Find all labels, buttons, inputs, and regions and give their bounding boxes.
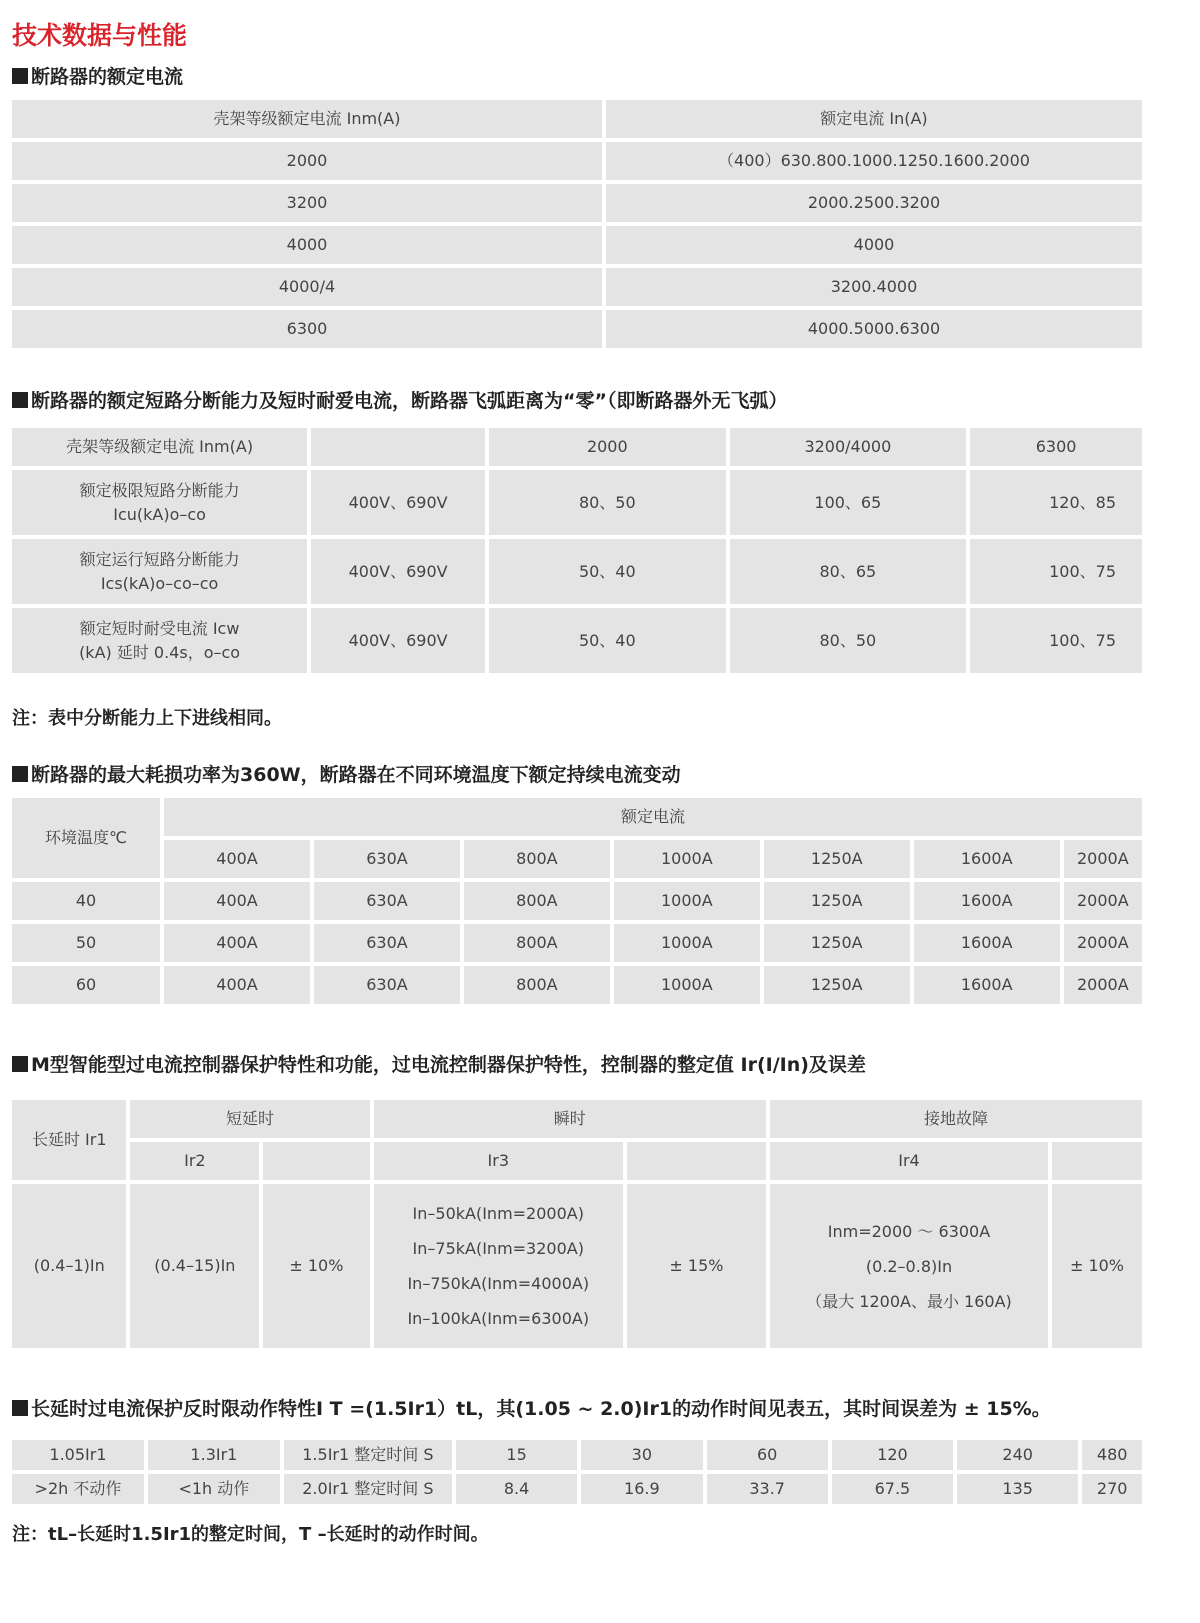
table-cell: 1.3Ir1 [148,1440,280,1470]
table-cell: 100、75 [970,608,1142,673]
table-cell: 1250A [764,924,910,962]
header-blank [1052,1142,1142,1180]
table-row [12,184,1142,222]
table-cell: 630A [314,924,460,962]
table-cell: 8.4 [456,1474,577,1504]
table-cell: 60 [707,1440,828,1470]
table-cell: 240 [957,1440,1078,1470]
header-long-delay: 长延时 Ir1 [12,1100,126,1180]
table-cell: 400V、690V [311,470,485,535]
header-ground-fault: 接地故障 [770,1100,1142,1138]
table-row [12,1440,1142,1470]
table-cell: 400A [164,924,310,962]
header-rated-current: 额定电流 In(A) [606,100,1142,138]
row-label: 额定短时耐受电流 Icw (kA) 延时 0.4s，o–co [12,608,307,673]
table-cell: 1250A [764,882,910,920]
table-row [12,539,1142,604]
table-cell: 135 [957,1474,1078,1504]
table-cell: 1600A [914,882,1060,920]
header-current: 2000A [1064,840,1142,878]
table-cell: 16.9 [581,1474,702,1504]
table-row [12,966,1142,1004]
table-cell: 400A [164,966,310,1004]
long-delay-value: (0.4–1)In [12,1184,126,1348]
table-cell: >2h 不动作 [12,1474,144,1504]
table-cell: 2000A [1064,882,1142,920]
header-short-delay: 短延时 [130,1100,369,1138]
table-cell: 1250A [764,966,910,1004]
table-cell: 80、50 [730,608,967,673]
table-cell: 3200 [12,184,602,222]
table-cell: （400）630.800.1000.1250.1600.2000 [606,142,1142,180]
header-rated-current-group: 额定电流 [164,798,1142,836]
header-current: 1600A [914,840,1060,878]
section-temperature-heading: 断路器的最大耗损功率为360W，断路器在不同环境温度下额定持续电流变动 [12,760,681,787]
temp-cell: 40 [12,882,160,920]
table-cell: 1000A [614,966,760,1004]
table-header-row [12,1142,1142,1180]
table-cell: 120、85 [970,470,1142,535]
rated-current-table [8,96,1146,352]
table-row [12,310,1142,348]
breaking-capacity-table [8,424,1146,677]
table-cell: 1.05Ir1 [12,1440,144,1470]
table-cell: 1.5Ir1 整定时间 S [284,1440,452,1470]
table-row [12,226,1142,264]
table-row [12,142,1142,180]
table-cell: 120 [832,1440,953,1470]
temp-cell: 60 [12,966,160,1004]
table-cell: 4000 [12,226,602,264]
table-cell: 4000 [606,226,1142,264]
header-blank [311,428,485,466]
header-current: 1000A [614,840,760,878]
breaking-capacity-note: 注：表中分断能力上下进线相同。 [12,708,282,729]
temperature-current-table [8,794,1146,1008]
table-cell: 400V、690V [311,539,485,604]
header-3200-4000: 3200/4000 [730,428,967,466]
table-cell: 1600A [914,966,1060,1004]
table-cell: 80、50 [489,470,726,535]
square-bullet-icon [12,766,28,782]
table-cell: 800A [464,882,610,920]
table-cell: 50、40 [489,539,726,604]
table-cell: 2000A [1064,924,1142,962]
table-cell: 2000A [1064,966,1142,1004]
square-bullet-icon [12,1056,28,1072]
table-header-row [12,840,1142,878]
header-ambient-temp: 环境温度℃ [12,798,160,878]
header-ir3: Ir3 [374,1142,623,1180]
table-cell: 2000 [12,142,602,180]
table-cell: 630A [314,966,460,1004]
page-title: 技术数据与性能 [12,21,188,50]
header-ir2: Ir2 [130,1142,259,1180]
table-row [12,608,1142,673]
table-cell: 400V、690V [311,608,485,673]
table-header-row [12,428,1142,466]
table-header-row [12,798,1142,836]
table-cell: 270 [1082,1474,1142,1504]
table-cell: 100、75 [970,539,1142,604]
header-frame-current: 壳架等级额定电流 Inm(A) [12,100,602,138]
header-6300: 6300 [970,428,1142,466]
table-cell: 4000/4 [12,268,602,306]
table-cell: 50、40 [489,608,726,673]
header-2000: 2000 [489,428,726,466]
table-cell: 400A [164,882,310,920]
square-bullet-icon [12,68,28,84]
table-cell: 80、65 [730,539,967,604]
section-breaking-capacity-heading: 断路器的额定短路分断能力及短时耐爱电流，断路器飞弧距离为“零”（即断路器外无飞弧） [12,386,787,413]
ground-fault-error: ± 10% [1052,1184,1142,1348]
table-cell: 30 [581,1440,702,1470]
short-delay-value: (0.4–15)In [130,1184,259,1348]
table-cell: 1600A [914,924,1060,962]
table-row [12,470,1142,535]
header-current: 800A [464,840,610,878]
table-cell: 1000A [614,924,760,962]
section-protection-heading: M型智能型过电流控制器保护特性和功能，过电流控制器保护特性，控制器的整定值 Ir(I/In)及误差 [12,1050,866,1077]
header-blank [627,1142,766,1180]
header-instant: 瞬时 [374,1100,766,1138]
table-cell: 6300 [12,310,602,348]
header-current: 1250A [764,840,910,878]
table-header-row [12,1100,1142,1138]
table-row [12,268,1142,306]
temp-cell: 50 [12,924,160,962]
section-rated-current-heading: 断路器的额定电流 [12,62,183,89]
inverse-time-note: 注：tL–长延时1.5Ir1的整定时间，T –长延时的动作时间。 [12,1524,489,1545]
table-row [12,924,1142,962]
table-cell: 33.7 [707,1474,828,1504]
table-row [12,1474,1142,1504]
table-cell: 15 [456,1440,577,1470]
table-cell: 3200.4000 [606,268,1142,306]
table-cell: 630A [314,882,460,920]
table-cell: 480 [1082,1440,1142,1470]
header-frame-current: 壳架等级额定电流 Inm(A) [12,428,307,466]
protection-table [8,1096,1146,1352]
table-row [12,882,1142,920]
row-label: 额定运行短路分断能力 Ics(kA)o–co–co [12,539,307,604]
header-current: 630A [314,840,460,878]
table-cell: 100、65 [730,470,967,535]
table-cell: 1000A [614,882,760,920]
instant-values: In–50kA(Inm=2000A) In–75kA(Inm=3200A) In–750kA(Inm=4000A) In–100kA(Inm=6300A) [374,1184,623,1348]
short-delay-error: ± 10% [263,1184,369,1348]
table-cell: 2.0Ir1 整定时间 S [284,1474,452,1504]
header-blank [263,1142,369,1180]
table-cell: 800A [464,924,610,962]
square-bullet-icon [12,392,28,408]
row-label: 额定极限短路分断能力 Icu(kA)o–co [12,470,307,535]
inverse-time-table [8,1436,1146,1508]
table-header-row [12,100,1142,138]
table-cell: 4000.5000.6300 [606,310,1142,348]
table-row [12,1184,1142,1348]
table-cell: 800A [464,966,610,1004]
table-cell: 2000.2500.3200 [606,184,1142,222]
ground-fault-values: Inm=2000 ～ 6300A (0.2–0.8)In （最大 1200A、最小 160A) [770,1184,1048,1348]
square-bullet-icon [12,1400,28,1416]
instant-error: ± 15% [627,1184,766,1348]
header-current: 400A [164,840,310,878]
header-ir4: Ir4 [770,1142,1048,1180]
table-cell: 67.5 [832,1474,953,1504]
table-cell: <1h 动作 [148,1474,280,1504]
section-inverse-time-heading: 长延时过电流保护反时限动作特性I T =(1.5Ir1）tL，其(1.05 ~ 2.0)Ir1的动作时间见表五，其时间误差为 ± 15%。 [12,1394,1051,1421]
